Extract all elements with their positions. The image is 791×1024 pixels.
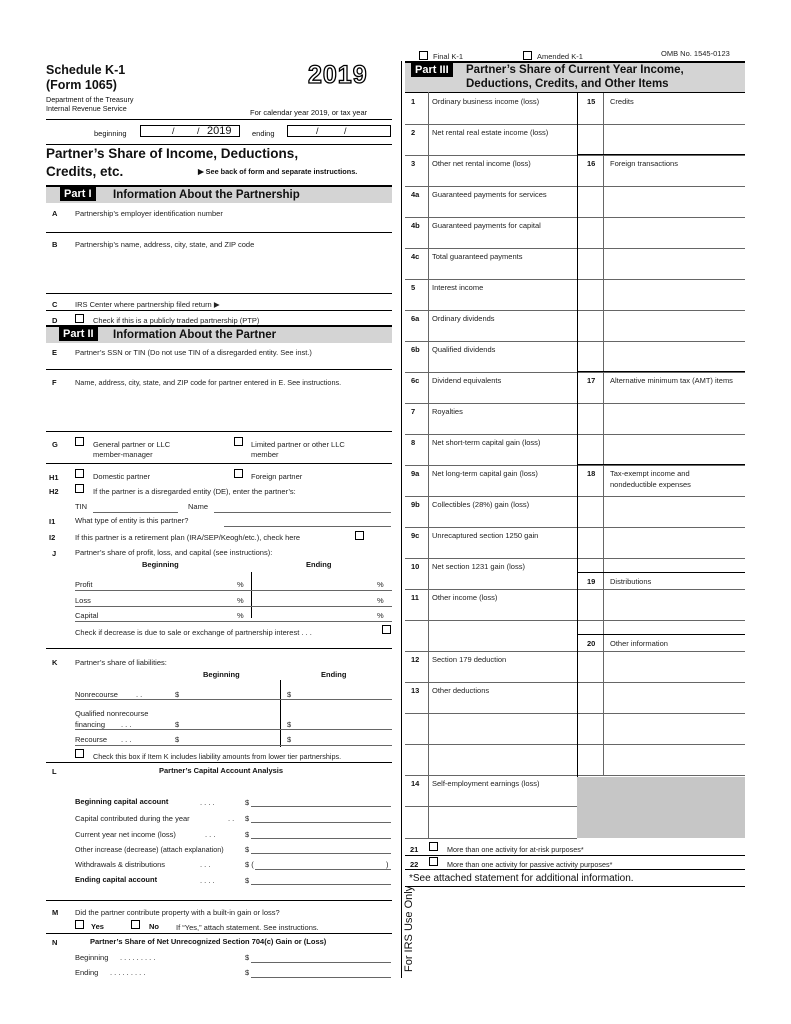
line-6a-label: Ordinary dividends bbox=[432, 314, 495, 323]
qnr-field[interactable] bbox=[75, 729, 392, 730]
line-13-field[interactable] bbox=[428, 694, 576, 774]
divider bbox=[405, 279, 577, 280]
general-partner-checkbox[interactable] bbox=[75, 437, 84, 446]
line-4c-field[interactable] bbox=[428, 260, 576, 278]
line-14-label: Self-employment earnings (loss) bbox=[432, 779, 540, 788]
line-2-field[interactable] bbox=[428, 136, 576, 154]
line-9c-number: 9c bbox=[411, 531, 420, 540]
line-20-number: 20 bbox=[587, 639, 596, 648]
line-8-field[interactable] bbox=[428, 446, 576, 464]
divider bbox=[577, 464, 745, 465]
divider bbox=[46, 119, 392, 120]
ending-capital-label: Ending capital account bbox=[75, 875, 158, 884]
form-number: (Form 1065) bbox=[46, 78, 117, 92]
line-4b-label: Guaranteed payments for capital bbox=[432, 221, 541, 230]
limited-partner-label: Limited partner or other LLC bbox=[251, 440, 345, 449]
irs-center-label: IRS Center where partnership filed return ▶ bbox=[75, 300, 220, 309]
no-label: No bbox=[149, 922, 159, 931]
line-9a-label: Net long-term capital gain (loss) bbox=[432, 469, 538, 478]
capital-analysis-title: Partner’s Capital Account Analysis bbox=[159, 766, 284, 775]
divider bbox=[46, 144, 392, 145]
limited-partner-label-2: member bbox=[251, 450, 279, 459]
divider bbox=[577, 92, 745, 93]
divider bbox=[405, 403, 577, 404]
line-4a-number: 4a bbox=[411, 190, 420, 199]
omb-number: OMB No. 1545-0123 bbox=[661, 49, 730, 58]
dollar-sign: $ ( bbox=[245, 860, 254, 869]
item-letter-k: K bbox=[52, 658, 58, 667]
line-2-label: Net rental real estate income (loss) bbox=[432, 128, 549, 137]
704c-ending-label: Ending bbox=[75, 968, 99, 977]
partner-ssn-field[interactable] bbox=[46, 356, 392, 368]
leader-dots: . . . bbox=[121, 735, 132, 744]
divider bbox=[405, 124, 577, 125]
amended-k1-checkbox[interactable] bbox=[523, 51, 532, 60]
line-10-field[interactable] bbox=[428, 570, 576, 588]
other-increase-field[interactable] bbox=[251, 853, 391, 854]
dollar-sign: $ bbox=[175, 690, 180, 699]
pct-sign: % bbox=[377, 580, 384, 589]
tax-year-text: 2019 bbox=[308, 61, 368, 89]
qnr-label-2: financing bbox=[75, 720, 106, 729]
704c-beginning-field[interactable] bbox=[251, 962, 391, 963]
capital-contributed-label: Capital contributed during the year bbox=[75, 814, 190, 823]
ptp-label: Check if this is a publicly traded partnership (PTP) bbox=[93, 316, 260, 325]
divider bbox=[603, 92, 604, 776]
divider bbox=[405, 869, 745, 870]
line-17-number: 17 bbox=[587, 376, 596, 385]
recourse-label: Recourse bbox=[75, 735, 108, 744]
line-4c-number: 4c bbox=[411, 252, 420, 261]
at-risk-label: More than one activity for at-risk purposes* bbox=[447, 845, 584, 854]
line-6b-label: Qualified dividends bbox=[432, 345, 496, 354]
builtin-gain-yes-checkbox[interactable] bbox=[75, 920, 84, 929]
nonrecourse-label: Nonrecourse bbox=[75, 690, 118, 699]
lower-tier-label: Check this box if Item K includes liability amounts from lower tier partnerships. bbox=[93, 752, 342, 761]
de-tin-label: TIN bbox=[75, 502, 88, 511]
beginning-capital-label: Beginning capital account bbox=[75, 797, 169, 806]
date-slash: / bbox=[344, 126, 347, 136]
date-slash: / bbox=[316, 126, 319, 136]
partner-address-label: Name, address, city, state, and ZIP code for partner entered in E. See instructions. bbox=[75, 378, 342, 387]
item-letter-i1: I1 bbox=[49, 517, 56, 526]
general-partner-label-2: member-manager bbox=[93, 450, 153, 459]
line-9b-number: 9b bbox=[411, 500, 420, 509]
divider bbox=[405, 838, 577, 839]
divider bbox=[405, 527, 577, 528]
k-ending-header: Ending bbox=[321, 670, 347, 679]
divider bbox=[405, 186, 577, 187]
ending-label: ending bbox=[252, 129, 275, 138]
form-title-line2: Credits, etc. bbox=[46, 164, 124, 179]
other-increase-label: Other increase (decrease) (attach explanation) bbox=[75, 845, 224, 854]
leader-dots: . . . . bbox=[200, 798, 215, 807]
close-paren: ) bbox=[386, 860, 389, 869]
retirement-plan-checkbox[interactable] bbox=[355, 531, 364, 540]
divider bbox=[405, 558, 577, 559]
general-partner-label: General partner or LLC bbox=[93, 440, 171, 449]
dept-treasury: Department of the Treasury bbox=[46, 95, 134, 104]
line-21-number: 21 bbox=[410, 845, 419, 854]
line-12-field[interactable] bbox=[428, 663, 576, 681]
divider bbox=[405, 372, 577, 373]
recourse-field[interactable] bbox=[75, 745, 392, 746]
ein-label: Partnership’s employer identification number bbox=[75, 209, 223, 218]
divider bbox=[405, 217, 577, 218]
k-beginning-header: Beginning bbox=[203, 670, 240, 679]
dollar-sign: $ bbox=[287, 735, 292, 744]
dollar-sign: $ bbox=[245, 830, 250, 839]
line-15-number: 15 bbox=[587, 97, 596, 106]
beginning-label: beginning bbox=[94, 129, 127, 138]
column-divider bbox=[401, 61, 402, 978]
dollar-sign: $ bbox=[287, 720, 292, 729]
share-pct-label: Partner’s share of profit, loss, and capital (see instructions): bbox=[75, 548, 273, 557]
line-6b-field[interactable] bbox=[428, 353, 576, 371]
divider bbox=[405, 310, 577, 311]
dollar-sign: $ bbox=[245, 845, 250, 854]
item-letter-c: C bbox=[52, 300, 58, 309]
ein-field[interactable] bbox=[46, 215, 392, 232]
date-slash: / bbox=[197, 126, 200, 136]
partnership-address-label: Partnership’s name, address, city, state, and ZIP code bbox=[75, 240, 255, 249]
line-19-number: 19 bbox=[587, 577, 596, 586]
item-letter-a: A bbox=[52, 209, 58, 218]
leader-dots: . . . bbox=[205, 830, 216, 839]
domestic-partner-label: Domestic partner bbox=[93, 472, 151, 481]
divider bbox=[405, 155, 577, 156]
builtin-gain-note: If “Yes,” attach statement. See instructions. bbox=[176, 923, 319, 932]
divider bbox=[46, 933, 392, 934]
divider bbox=[405, 713, 577, 714]
item-letter-f: F bbox=[52, 378, 57, 387]
line-18-number: 18 bbox=[587, 469, 596, 478]
divider bbox=[577, 92, 578, 838]
part2-title: Information About the Partner bbox=[113, 329, 277, 341]
leader-dots: . . . . . . . . . bbox=[110, 968, 146, 977]
capital-field[interactable] bbox=[75, 621, 392, 622]
line-5-number: 5 bbox=[411, 283, 416, 292]
line-9a-field[interactable] bbox=[428, 477, 576, 495]
profit-label: Profit bbox=[75, 580, 93, 589]
de-name-field[interactable] bbox=[214, 512, 391, 513]
decrease-sale-checkbox[interactable] bbox=[382, 625, 391, 634]
withdrawals-label: Withdrawals & distributions bbox=[75, 860, 166, 869]
divider bbox=[405, 682, 577, 683]
line-18-label: Tax-exempt income and bbox=[610, 469, 690, 478]
partner-address-field[interactable] bbox=[46, 388, 392, 430]
disregarded-entity-label: If the partner is a disregarded entity (DE), enter the partner’s: bbox=[93, 487, 296, 496]
divider bbox=[405, 465, 577, 466]
j-ending-header: Ending bbox=[306, 560, 332, 569]
divider bbox=[405, 744, 577, 745]
item-letter-e: E bbox=[52, 348, 58, 357]
foreign-partner-checkbox[interactable] bbox=[234, 469, 243, 478]
line-7-field[interactable] bbox=[428, 415, 576, 433]
capital-label: Capital bbox=[75, 611, 99, 620]
dollar-sign: $ bbox=[287, 690, 292, 699]
leader-dots: . . bbox=[136, 690, 143, 699]
net-income-field[interactable] bbox=[251, 838, 391, 839]
dollar-sign: $ bbox=[245, 876, 250, 885]
line-8-number: 8 bbox=[411, 438, 416, 447]
line-9c-field[interactable] bbox=[428, 539, 576, 557]
section-704c-title: Partner’s Share of Net Unrecognized Section 704(c) Gain or (Loss) bbox=[90, 937, 327, 946]
beginning-capital-field[interactable] bbox=[251, 806, 391, 807]
pct-sign: % bbox=[237, 580, 244, 589]
divider bbox=[46, 431, 392, 432]
line-3-label: Other net rental income (loss) bbox=[432, 159, 531, 168]
part1-title: Information About the Partnership bbox=[113, 189, 300, 201]
divider bbox=[280, 680, 281, 747]
profit-field[interactable] bbox=[75, 590, 392, 591]
line-18-label-2: nondeductible expenses bbox=[610, 480, 691, 489]
builtin-gain-label: Did the partner contribute property with a built-in gain or loss? bbox=[75, 908, 280, 917]
704c-ending-field[interactable] bbox=[251, 977, 391, 978]
lower-tier-checkbox[interactable] bbox=[75, 749, 84, 758]
line-4a-field[interactable] bbox=[428, 198, 576, 216]
divider bbox=[405, 651, 577, 652]
line-11-field[interactable] bbox=[428, 601, 576, 650]
divider bbox=[577, 634, 745, 635]
line-6a-field[interactable] bbox=[428, 322, 576, 340]
passive-activity-checkbox[interactable] bbox=[429, 857, 438, 866]
dollar-sign: $ bbox=[175, 720, 180, 729]
foreign-partner-label: Foreign partner bbox=[251, 472, 303, 481]
yes-label: Yes bbox=[91, 922, 104, 931]
line-10-label: Net section 1231 gain (loss) bbox=[432, 562, 525, 571]
line-12-label: Section 179 deduction bbox=[432, 655, 507, 664]
capital-contributed-field[interactable] bbox=[251, 822, 391, 823]
liabilities-label: Partner’s share of liabilities: bbox=[75, 658, 167, 667]
de-tin-field[interactable] bbox=[93, 512, 178, 513]
line-9b-label: Collectibles (28%) gain (loss) bbox=[432, 500, 530, 509]
line-6b-number: 6b bbox=[411, 345, 420, 354]
line-6c-field[interactable] bbox=[428, 384, 576, 402]
dollar-sign: $ bbox=[245, 968, 250, 977]
dollar-sign: $ bbox=[245, 814, 250, 823]
line-7-label: Royalties bbox=[432, 407, 463, 416]
disregarded-entity-checkbox[interactable] bbox=[75, 484, 84, 493]
leader-dots: . . . . bbox=[200, 876, 215, 885]
line-8-label: Net short-term capital gain (loss) bbox=[432, 438, 541, 447]
line-7-number: 7 bbox=[411, 407, 416, 416]
line-1-number: 1 bbox=[411, 97, 416, 106]
line-22-number: 22 bbox=[410, 860, 419, 869]
item-letter-i2: I2 bbox=[49, 533, 56, 542]
de-name-label: Name bbox=[188, 502, 209, 511]
line-12-number: 12 bbox=[411, 655, 420, 664]
part1-label: Part I bbox=[60, 187, 96, 201]
leader-dots: . . . . . . . . . bbox=[120, 953, 156, 962]
limited-partner-checkbox[interactable] bbox=[234, 437, 243, 446]
ending-capital-field[interactable] bbox=[251, 884, 391, 885]
line-6a-number: 6a bbox=[411, 314, 420, 323]
divider bbox=[405, 434, 577, 435]
divider bbox=[46, 762, 392, 763]
partner-ssn-label: Partner’s SSN or TIN (Do not use TIN of a disregarded entity. See inst.) bbox=[75, 348, 312, 357]
line-5-label: Interest income bbox=[432, 283, 484, 292]
704c-beginning-label: Beginning bbox=[75, 953, 109, 962]
line-1-label: Ordinary business income (loss) bbox=[432, 97, 540, 106]
dollar-sign: $ bbox=[245, 798, 250, 807]
schedule-title: Schedule K-1 bbox=[46, 63, 126, 77]
line-11-number: 11 bbox=[411, 593, 419, 602]
date-slash: / bbox=[172, 126, 175, 136]
divider bbox=[46, 463, 392, 464]
line-4c-label: Total guaranteed payments bbox=[432, 252, 523, 261]
line-16-number: 16 bbox=[587, 159, 596, 168]
line-17-label: Alternative minimum tax (AMT) items bbox=[610, 376, 733, 385]
line-14-number: 14 bbox=[411, 779, 420, 788]
pct-sign: % bbox=[237, 611, 244, 620]
line-2-number: 2 bbox=[411, 128, 416, 137]
withdrawals-field[interactable] bbox=[255, 869, 391, 870]
entity-type-label: What type of entity is this partner? bbox=[75, 516, 189, 525]
divider bbox=[405, 589, 577, 590]
dollar-sign: $ bbox=[175, 735, 180, 744]
divider bbox=[405, 775, 577, 776]
tax-year bbox=[308, 63, 368, 88]
attached-statement-note: *See attached statement for additional information. bbox=[409, 873, 634, 884]
divider bbox=[251, 572, 252, 618]
line-4a-label: Guaranteed payments for services bbox=[432, 190, 547, 199]
ptp-checkbox[interactable] bbox=[75, 314, 84, 323]
item-letter-l: L bbox=[52, 767, 57, 776]
line-13-number: 13 bbox=[411, 686, 420, 695]
line-20-label: Other information bbox=[610, 639, 668, 648]
line-9b-field[interactable] bbox=[428, 508, 576, 526]
amended-k1-label: Amended K-1 bbox=[537, 52, 583, 61]
pct-sign: % bbox=[377, 611, 384, 620]
line-10-number: 10 bbox=[411, 562, 420, 571]
part3-title-line2: Deductions, Credits, and Other Items bbox=[466, 78, 669, 90]
at-risk-checkbox[interactable] bbox=[429, 842, 438, 851]
divider bbox=[577, 572, 745, 573]
divider bbox=[405, 806, 577, 807]
final-k1-checkbox[interactable] bbox=[419, 51, 428, 60]
item-letter-m: M bbox=[52, 908, 59, 917]
line-3-field[interactable] bbox=[428, 167, 576, 185]
part2-label: Part II bbox=[59, 327, 98, 341]
line-16-label: Foreign transactions bbox=[610, 159, 678, 168]
item-letter-n: N bbox=[52, 938, 58, 947]
divider bbox=[405, 620, 577, 621]
part3-label: Part III bbox=[411, 63, 453, 77]
divider bbox=[405, 855, 745, 856]
divider bbox=[46, 900, 392, 901]
item-letter-h2: H2 bbox=[49, 487, 59, 496]
divider bbox=[46, 648, 392, 649]
divider bbox=[46, 310, 392, 311]
entity-type-field[interactable] bbox=[224, 526, 391, 527]
end-date-field[interactable] bbox=[287, 125, 391, 137]
loss-field[interactable] bbox=[75, 606, 392, 607]
passive-activity-label: More than one activity for passive activity purposes* bbox=[447, 860, 613, 869]
shaded-area bbox=[577, 777, 745, 838]
item-letter-b: B bbox=[52, 240, 58, 249]
line-13-label: Other deductions bbox=[432, 686, 490, 695]
divider bbox=[46, 293, 392, 294]
domestic-partner-checkbox[interactable] bbox=[75, 469, 84, 478]
divider bbox=[46, 232, 392, 233]
line-3-number: 3 bbox=[411, 159, 416, 168]
divider bbox=[405, 341, 577, 342]
net-income-label: Current year net income (loss) bbox=[75, 830, 176, 839]
line-4b-field[interactable] bbox=[428, 229, 576, 247]
line-11-label: Other income (loss) bbox=[432, 593, 498, 602]
line-1-field[interactable] bbox=[428, 105, 576, 123]
decrease-sale-label: Check if decrease is due to sale or exchange of partnership interest . . . bbox=[75, 628, 312, 637]
see-back-note: ▶ See back of form and separate instructions. bbox=[198, 167, 358, 176]
line-14-field[interactable] bbox=[428, 787, 576, 837]
retirement-plan-label: If this partner is a retirement plan (IRA/SEP/Keogh/etc.), check here bbox=[75, 533, 301, 542]
line-5-field[interactable] bbox=[428, 291, 576, 309]
line-9c-label: Unrecaptured section 1250 gain bbox=[432, 531, 539, 540]
line-19-label: Distributions bbox=[610, 577, 652, 586]
pct-sign: % bbox=[237, 596, 244, 605]
divider bbox=[46, 369, 392, 370]
item-letter-h1: H1 bbox=[49, 473, 59, 482]
line-6c-label: Dividend equivalents bbox=[432, 376, 502, 385]
irs-name: Internal Revenue Service bbox=[46, 104, 127, 113]
final-k1-label: Final K-1 bbox=[433, 52, 464, 61]
part3-title-line1: Partner’s Share of Current Year Income, bbox=[466, 64, 684, 76]
item-letter-j: J bbox=[52, 549, 57, 558]
begin-year-value: 2019 bbox=[207, 125, 232, 137]
irs-use-only: For IRS Use Only bbox=[403, 885, 415, 972]
divider bbox=[577, 154, 745, 155]
leader-dots: . . . bbox=[200, 860, 211, 869]
line-4b-number: 4b bbox=[411, 221, 420, 230]
leader-dots: . . bbox=[228, 814, 235, 823]
divider bbox=[428, 92, 429, 838]
dollar-sign: $ bbox=[245, 953, 250, 962]
divider bbox=[405, 886, 745, 887]
calendar-year-text: For calendar year 2019, or tax year bbox=[250, 108, 368, 117]
leader-dots: . . . bbox=[121, 720, 132, 729]
pct-sign: % bbox=[377, 596, 384, 605]
line-9a-number: 9a bbox=[411, 469, 420, 478]
nonrecourse-field[interactable] bbox=[75, 699, 392, 700]
line-6c-number: 6c bbox=[411, 376, 420, 385]
divider bbox=[405, 496, 577, 497]
builtin-gain-no-checkbox[interactable] bbox=[131, 920, 140, 929]
item-letter-d: D bbox=[52, 316, 58, 325]
divider bbox=[577, 371, 745, 372]
loss-label: Loss bbox=[75, 596, 91, 605]
j-beginning-header: Beginning bbox=[142, 560, 179, 569]
form-title-line1: Partner’s Share of Income, Deductions, bbox=[46, 146, 299, 161]
item-letter-g: G bbox=[52, 440, 58, 449]
divider bbox=[405, 248, 577, 249]
qnr-label: Qualified nonrecourse bbox=[75, 709, 149, 718]
partnership-address-field[interactable] bbox=[46, 248, 392, 292]
line-15-label: Credits bbox=[610, 97, 634, 106]
